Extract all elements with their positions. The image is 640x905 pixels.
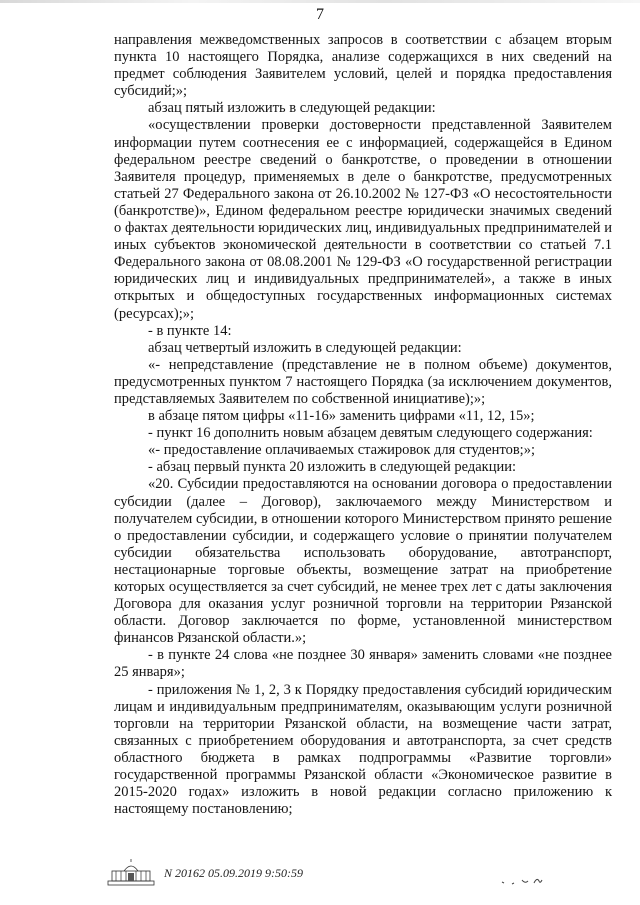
paragraph-13: - приложения № 1, 2, 3 к Порядку предоставления субсидий юридическим лицам и индивидуальным предпринимателям, оказывающим услуги розничной торговли на территории Рязанской области, на возмещение части затрат, связанных с приобретением оборудования и автотранспорта, за счет средств областного бюджета в рамках подпрограммы «Развитие торговли» государственной программы Рязанской области «Экономическое развитие в 2015-2020 годах» изложить в новой редакции согласно приложению к настоящему постановлению; [114, 681, 612, 818]
paragraph-4: - в пункте 14: [148, 322, 232, 339]
document-body [114, 32, 612, 818]
page-number: 7 [316, 6, 324, 23]
government-building-seal-icon [106, 859, 156, 887]
paragraph-9: «- предоставление оплачиваемых стажировок для студентов;»; [148, 442, 535, 459]
paragraph-11: «20. Субсидии предоставляются на основании договора о предоставлении субсидии (далее – Договор), заключаемого между Министерством и получателем субсидии, в отношении которого Министерством принято решение о предоставлении субсидии, и содержащего условие о принятии получателем субсидии обязательства использовать оборудование, автотранспорт, нестационарные торговые объекты, возмещение затрат на приобретение которых осуществляется за счет субсидий, не менее трех лет с даты заключения Договора для оказания услуг розничной торговли на территории Рязанской области. Договор заключается по форме, установленной министерством финансов Рязанской области.»; [114, 476, 612, 647]
scan-top-edge [0, 0, 640, 3]
handwritten-marks [498, 870, 558, 890]
paragraph-6: «- непредставление (представление не в полном объеме) документов, предусмотренных пунктом 7 настоящего Порядка (за исключением документов, представляемых Заявителем по собственной инициативе);»; [114, 356, 612, 407]
paragraph-1: направления межведомственных запросов в соответствии с абзацем вторым пункта 10 настоящего Порядка, анализе содержащихся в них сведений на предмет соблюдения Заявителем условий, целей и порядка предоставления субсидий;»; [114, 32, 612, 100]
paragraph-10: - абзац первый пункта 20 изложить в следующей редакции: [148, 459, 517, 476]
paragraph-3: «осуществлении проверки достоверности представленной Заявителем информации путем соотнесения ее с информацией, содержащейся в Едином федеральном реестре сведений о банкротстве, о проведении в отношении Заявителя процедур, применяемых в деле о банкротстве, предусмотренных статьей 27 Федерального закона от 26.10.2002 № 127-ФЗ «О несостоятельности (банкротстве)», Едином федеральном реестре юридически значимых сведений о фактах деятельности юридических лиц, индивидуальных предпринимателей и иных субъектов экономической деятельности в соответствии со статьей 7.1 Федерального закона от 08.08.2001 № 129-ФЗ «О государственной регистрации юридических лиц и индивидуальных предпринимателей», а также в иных открытых и общедоступных государственных информационных системах (ресурсах);»; [114, 117, 612, 322]
paragraph-7: в абзаце пятом цифры «11-16» заменить цифрами «11, 12, 15»; [148, 408, 535, 425]
paragraph-5: абзац четвертый изложить в следующей редакции: [148, 339, 462, 356]
paragraph-2: абзац пятый изложить в следующей редакции: [148, 100, 436, 117]
paragraph-8: - пункт 16 дополнить новым абзацем девятым следующего содержания: [148, 425, 593, 442]
document-registration-code: N 20162 05.09.2019 9:50:59 [164, 865, 303, 880]
paragraph-12: - в пункте 24 слова «не позднее 30 января» заменить словами «не позднее 25 января»; [114, 647, 612, 681]
document-footer [106, 859, 303, 887]
